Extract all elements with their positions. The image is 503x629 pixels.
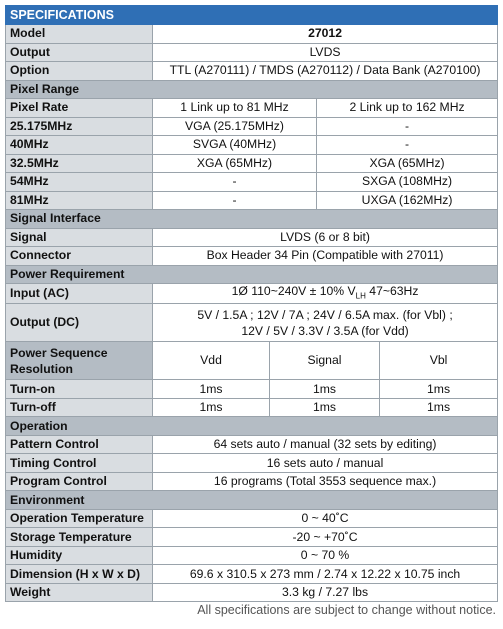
pixel-row-label: 25.175MHz — [6, 117, 153, 136]
table-row — [6, 117, 498, 136]
pixel-row-c2: - — [317, 117, 498, 136]
connector-label: Connector — [6, 247, 153, 266]
output-dc-label: Output (DC) — [6, 304, 153, 342]
specifications-sheet — [5, 5, 497, 602]
section-environment: Environment — [6, 491, 498, 510]
environment-row-value: 69.6 x 310.5 x 273 mm / 2.74 x 12.22 x 10.75 inch — [153, 565, 498, 584]
section-operation: Operation — [6, 417, 498, 436]
connector-value: Box Header 34 Pin (Compatible with 27011) — [153, 247, 498, 266]
signal-value: LVDS (6 or 8 bit) — [153, 228, 498, 247]
power-sequence-col-vbl: Vbl — [380, 342, 498, 380]
operation-row-value: 16 programs (Total 3553 sequence max.) — [153, 472, 498, 491]
pixel-rate-col2: 2 Link up to 162 MHz — [317, 99, 498, 118]
output-dc-line1: 5V / 1.5A ; 12V / 7A ; 24V / 6.5A max. (for Vbl) ; — [197, 307, 453, 322]
operation-row-label: Pattern Control — [6, 435, 153, 454]
table-row — [6, 565, 498, 584]
section-signal-interface: Signal Interface — [6, 210, 498, 229]
input-ac-value-main: 1Ø 110~240V ± 10% V — [231, 284, 356, 298]
table-row — [6, 380, 498, 399]
specifications-banner: SPECIFICATIONS — [6, 6, 498, 25]
turn-off-signal: 1ms — [270, 398, 380, 417]
option-value: TTL (A270111) / TMDS (A270112) / Data Bank (A270100) — [153, 62, 498, 81]
input-ac-value-freq: 47~63Hz — [365, 284, 419, 298]
environment-row-label: Dimension (H x W x D) — [6, 565, 153, 584]
pixel-row-label: 54MHz — [6, 173, 153, 192]
footnote: All specifications are subject to change without notice. — [197, 603, 496, 617]
table-row — [6, 173, 498, 192]
specifications-table — [5, 5, 498, 602]
turn-on-signal: 1ms — [270, 380, 380, 399]
table-row — [6, 583, 498, 602]
option-label: Option — [6, 62, 153, 81]
output-dc-line2: 12V / 5V / 3.3V / 3.5A (for Vdd) — [241, 323, 409, 338]
turn-on-vdd: 1ms — [153, 380, 270, 399]
pixel-row-c1: VGA (25.175MHz) — [153, 117, 317, 136]
pixel-row-c1: - — [153, 191, 317, 210]
turn-off-vbl: 1ms — [380, 398, 498, 417]
operation-row-value: 16 sets auto / manual — [153, 454, 498, 473]
power-sequence-label: Power Sequence Resolution — [6, 342, 153, 380]
table-row — [6, 154, 498, 173]
table-row — [6, 528, 498, 547]
output-dc-value — [153, 304, 498, 342]
output-value: LVDS — [153, 43, 498, 62]
table-row — [6, 509, 498, 528]
table-row — [6, 136, 498, 155]
input-ac-value-sub: LH — [355, 291, 366, 301]
pixel-row-c1: SVGA (40MHz) — [153, 136, 317, 155]
input-ac-value — [153, 284, 498, 304]
pixel-row-c1: XGA (65MHz) — [153, 154, 317, 173]
operation-row-value: 64 sets auto / manual (32 sets by editing) — [153, 435, 498, 454]
output-label: Output — [6, 43, 153, 62]
input-ac-label: Input (AC) — [6, 284, 153, 304]
power-sequence-col-vdd: Vdd — [153, 342, 270, 380]
turn-on-vbl: 1ms — [380, 380, 498, 399]
environment-row-label: Operation Temperature — [6, 509, 153, 528]
environment-row-label: Storage Temperature — [6, 528, 153, 547]
power-sequence-col-signal: Signal — [270, 342, 380, 380]
operation-row-label: Timing Control — [6, 454, 153, 473]
turn-off-vdd: 1ms — [153, 398, 270, 417]
environment-row-label: Weight — [6, 583, 153, 602]
turn-off-label: Turn-off — [6, 398, 153, 417]
model-label: Model — [6, 25, 153, 44]
environment-row-value: 3.3 kg / 7.27 lbs — [153, 583, 498, 602]
environment-row-label: Humidity — [6, 546, 153, 565]
table-row — [6, 191, 498, 210]
environment-row-value: -20 ~ +70˚C — [153, 528, 498, 547]
table-row — [6, 435, 498, 454]
pixel-row-c2: - — [317, 136, 498, 155]
pixel-row-label: 81MHz — [6, 191, 153, 210]
pixel-row-c1: - — [153, 173, 317, 192]
table-row — [6, 398, 498, 417]
table-row — [6, 472, 498, 491]
turn-on-label: Turn-on — [6, 380, 153, 399]
signal-label: Signal — [6, 228, 153, 247]
pixel-row-c2: UXGA (162MHz) — [317, 191, 498, 210]
model-value: 27012 — [153, 25, 498, 44]
pixel-row-c2: XGA (65MHz) — [317, 154, 498, 173]
table-row — [6, 454, 498, 473]
pixel-rate-label: Pixel Rate — [6, 99, 153, 118]
pixel-row-label: 32.5MHz — [6, 154, 153, 173]
table-row — [6, 546, 498, 565]
environment-row-value: 0 ~ 70 % — [153, 546, 498, 565]
pixel-row-label: 40MHz — [6, 136, 153, 155]
section-pixel-range: Pixel Range — [6, 80, 498, 99]
section-power-requirement: Power Requirement — [6, 265, 498, 284]
pixel-row-c2: SXGA (108MHz) — [317, 173, 498, 192]
environment-row-value: 0 ~ 40˚C — [153, 509, 498, 528]
pixel-rate-col1: 1 Link up to 81 MHz — [153, 99, 317, 118]
operation-row-label: Program Control — [6, 472, 153, 491]
